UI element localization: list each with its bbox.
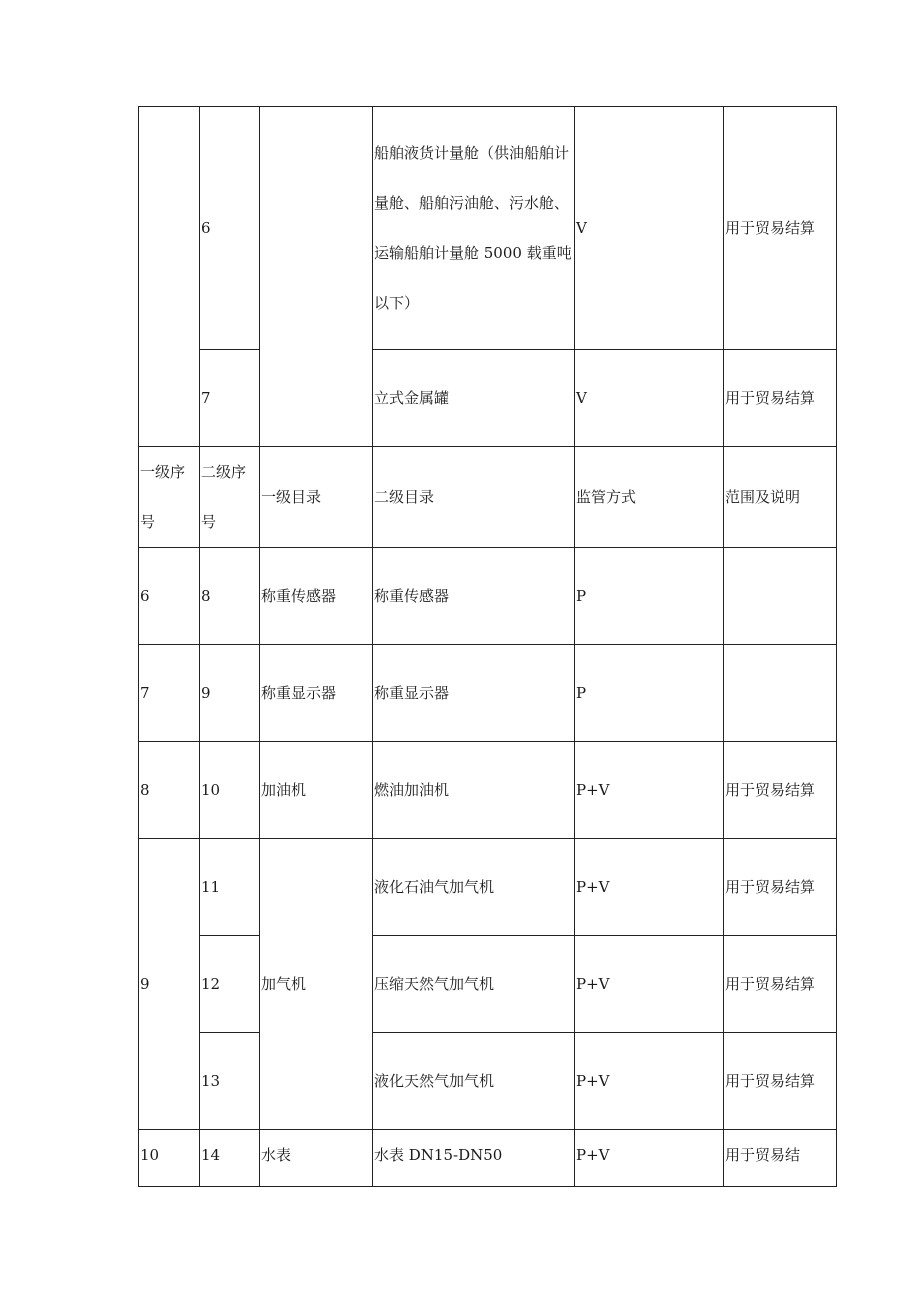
- table-row: [139, 1130, 837, 1187]
- cell-method: P+V: [575, 1130, 724, 1187]
- cell-level2-dir: 液化石油气加气机: [373, 839, 575, 936]
- cell-level1-dir: 水表: [260, 1130, 373, 1187]
- cell-level1-no: 7: [139, 645, 200, 742]
- cell-method: P: [575, 645, 724, 742]
- cell-level2-no: 7: [200, 350, 260, 447]
- cell-method: P+V: [575, 839, 724, 936]
- cell-method: V: [575, 350, 724, 447]
- header-level1-dir: 一级目录: [260, 447, 373, 548]
- cell-level1-dir: 加油机: [260, 742, 373, 839]
- cell-level2-dir: 称重传感器: [373, 548, 575, 645]
- cell-level2-dir: 水表 DN15-DN50: [373, 1130, 575, 1187]
- cell-level2-no: 9: [200, 645, 260, 742]
- cell-level1-dir: [260, 107, 373, 447]
- cell-level2-no: 14: [200, 1130, 260, 1187]
- cell-method: P+V: [575, 742, 724, 839]
- table-row: [139, 839, 837, 936]
- cell-level1-no: 6: [139, 548, 200, 645]
- cell-method: P: [575, 548, 724, 645]
- cell-level2-no: 8: [200, 548, 260, 645]
- cell-level1-dir: 称重显示器: [260, 645, 373, 742]
- table-row: [139, 107, 837, 350]
- cell-scope: 用于贸易结算: [724, 1033, 837, 1130]
- table-row: [139, 936, 837, 1033]
- cell-method: P+V: [575, 1033, 724, 1130]
- cell-level1-dir: 称重传感器: [260, 548, 373, 645]
- cell-level1-no: 8: [139, 742, 200, 839]
- cell-level1-no: 10: [139, 1130, 200, 1187]
- cell-level2-dir: 称重显示器: [373, 645, 575, 742]
- cell-scope: 用于贸易结: [724, 1130, 837, 1187]
- cell-level2-no: 13: [200, 1033, 260, 1130]
- table-row: [139, 548, 837, 645]
- cell-scope: 用于贸易结算: [724, 742, 837, 839]
- cell-scope: 用于贸易结算: [724, 839, 837, 936]
- cell-level1-no: 9: [139, 839, 200, 1130]
- header-method: 监管方式: [575, 447, 724, 548]
- cell-level2-dir: 压缩天然气加气机: [373, 936, 575, 1033]
- table-header-row: [139, 447, 837, 548]
- cell-level1-no: [139, 107, 200, 447]
- table-row: [139, 645, 837, 742]
- cell-scope: [724, 548, 837, 645]
- table-row: [139, 742, 837, 839]
- cell-method: V: [575, 107, 724, 350]
- cell-level2-no: 11: [200, 839, 260, 936]
- cell-level2-no: 10: [200, 742, 260, 839]
- cell-scope: [724, 645, 837, 742]
- metering-catalog-table: [138, 106, 837, 1187]
- header-scope: 范围及说明: [724, 447, 837, 548]
- header-level2-dir: 二级目录: [373, 447, 575, 548]
- cell-level2-no: 12: [200, 936, 260, 1033]
- cell-level2-dir: 液化天然气加气机: [373, 1033, 575, 1130]
- header-level2-no: 二级序号: [200, 447, 260, 548]
- cell-level2-dir: 船舶液货计量舱（供油船舶计量舱、船舶污油舱、污水舱、运输船舶计量舱 5000 载重吨以下）: [373, 107, 575, 350]
- header-level1-no: 一级序号: [139, 447, 200, 548]
- cell-scope: 用于贸易结算: [724, 350, 837, 447]
- table-row: [139, 1033, 837, 1130]
- cell-level1-dir: 加气机: [260, 839, 373, 1130]
- table-row: [139, 350, 837, 447]
- cell-scope: 用于贸易结算: [724, 107, 837, 350]
- cell-scope: 用于贸易结算: [724, 936, 837, 1033]
- cell-level2-dir: 立式金属罐: [373, 350, 575, 447]
- cell-level2-dir: 燃油加油机: [373, 742, 575, 839]
- cell-method: P+V: [575, 936, 724, 1033]
- cell-level2-no: 6: [200, 107, 260, 350]
